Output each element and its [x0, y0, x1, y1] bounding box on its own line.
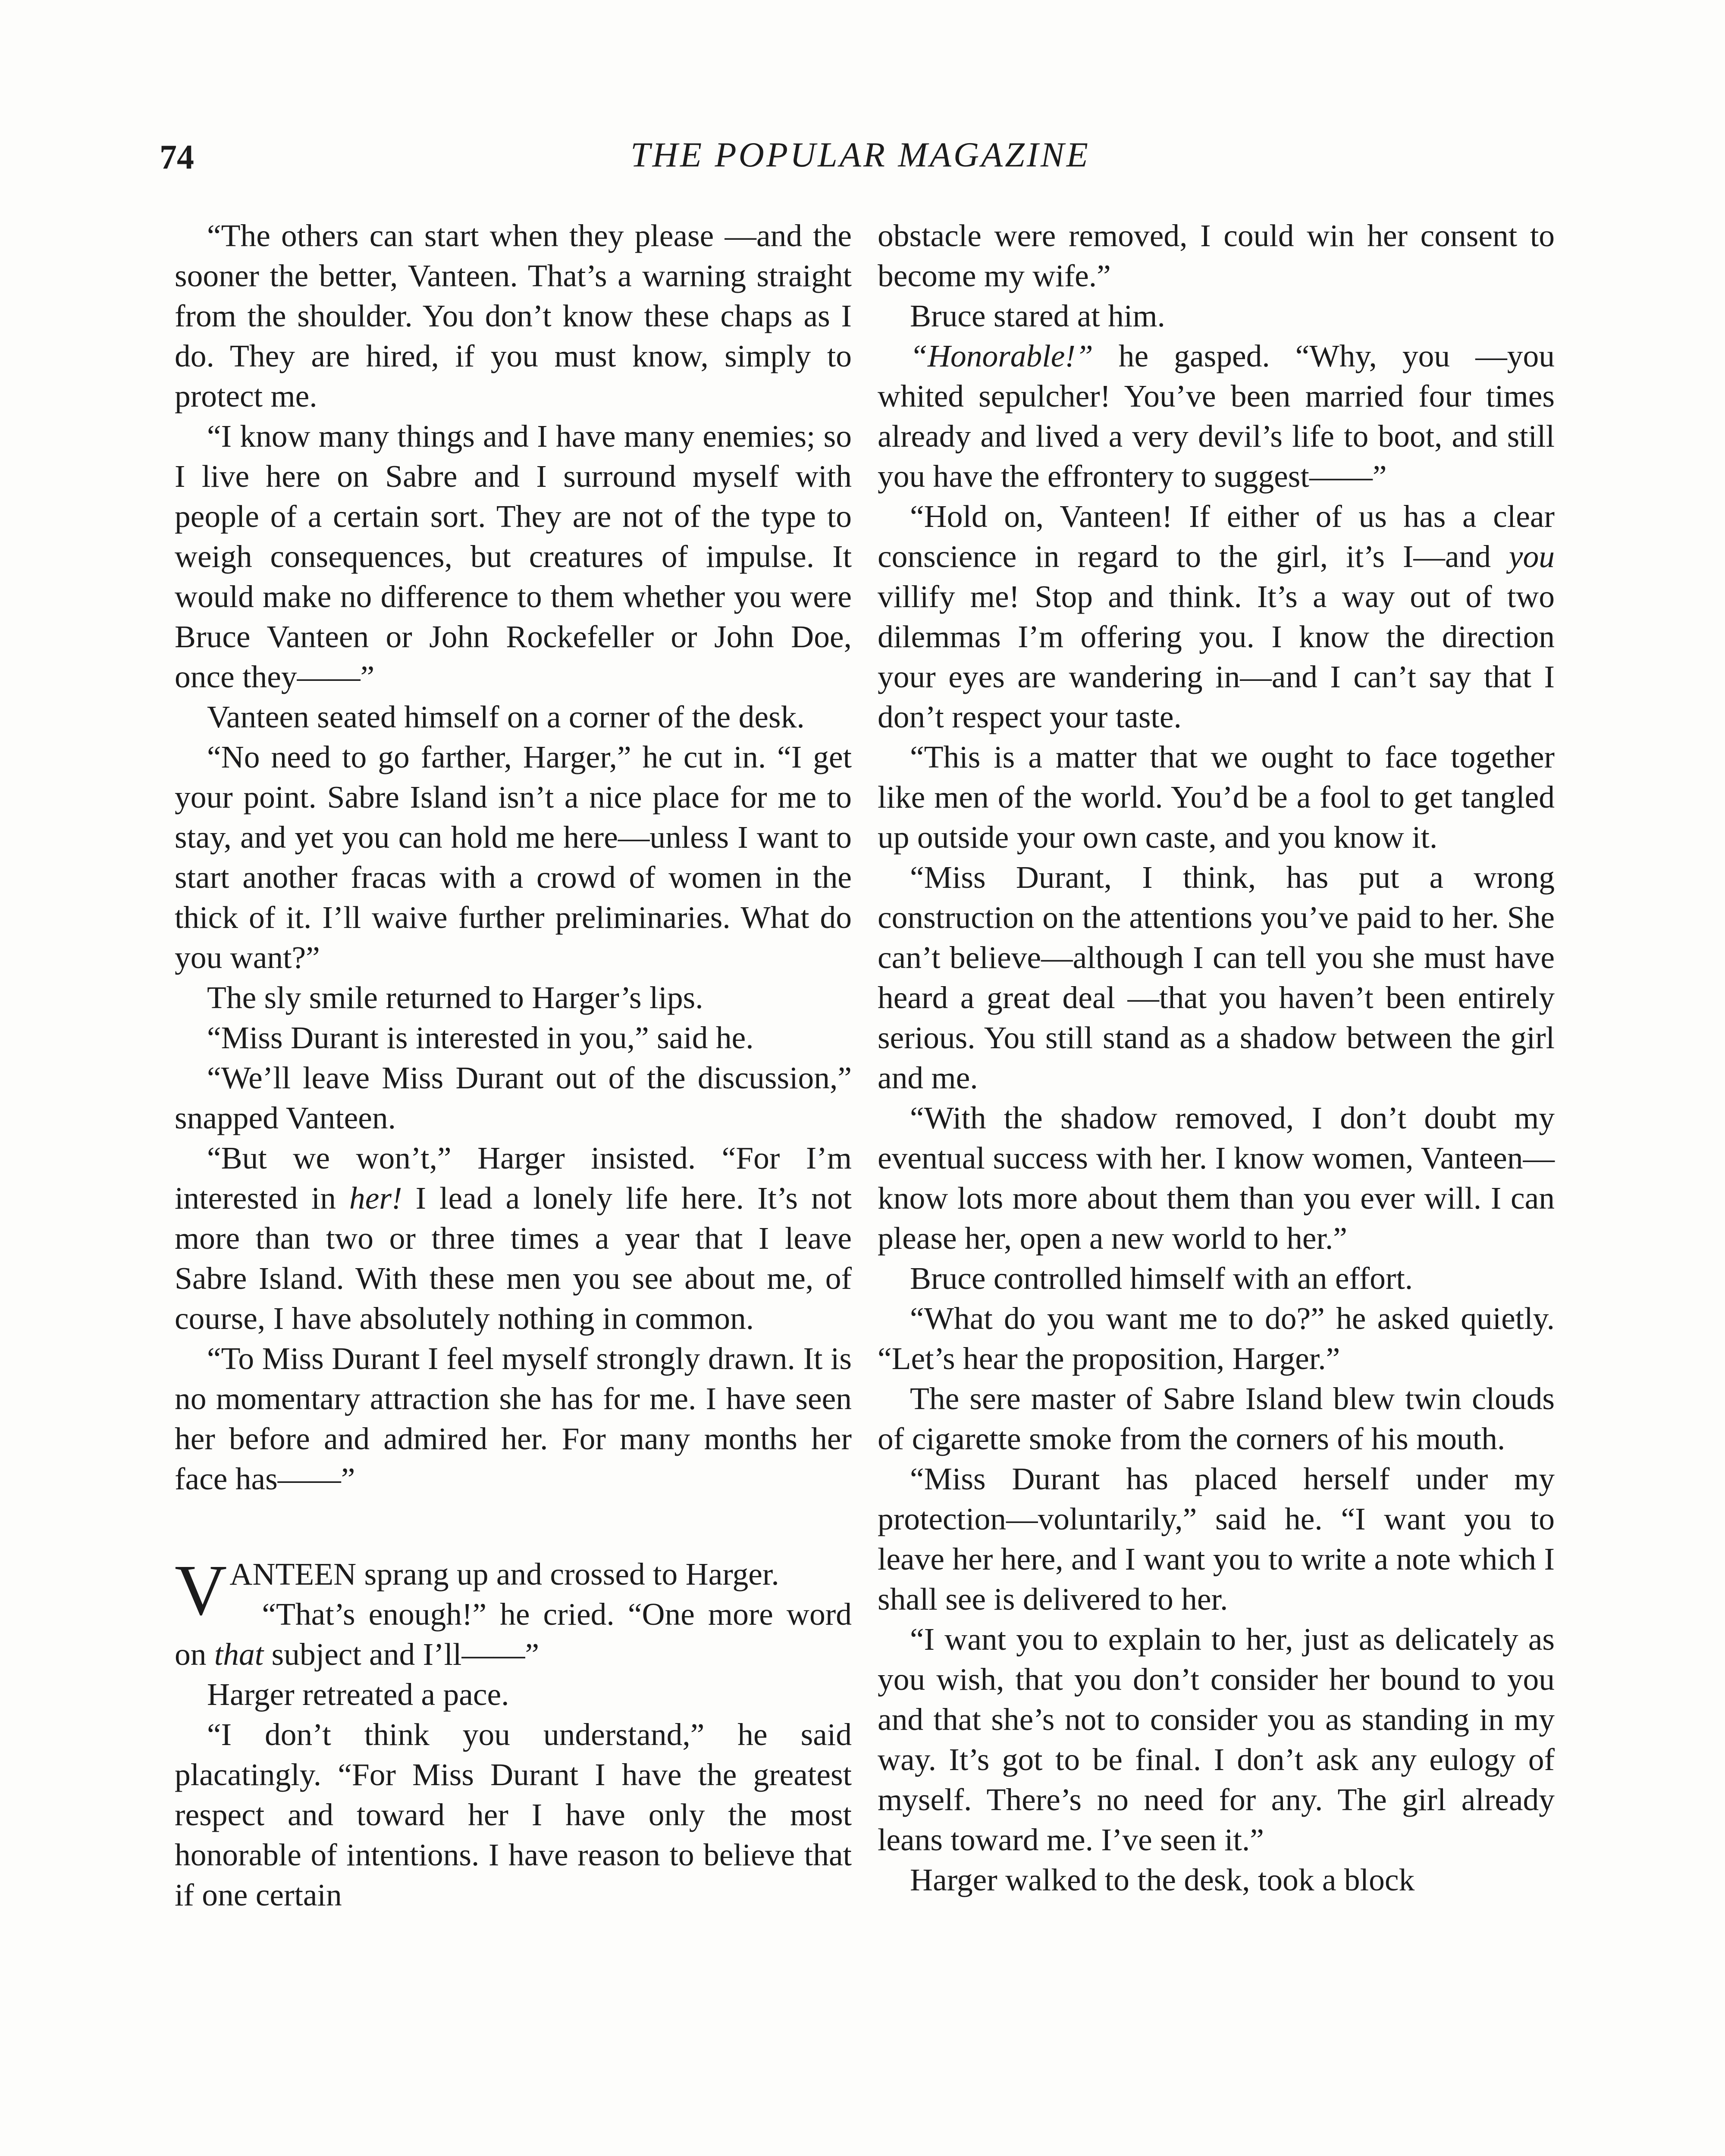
paragraph: “I want you to explain to her, just as delicately as you wish, that you don’t consider her bound to you and that she’s not to consider you as standing in my way. It’s got to be final. I don’t ask any eulogy of myself. There’s no need for any. The girl already leans toward me. I’ve seen it.” — [878, 1622, 1555, 1857]
continued-paragraph: obstacle were removed, I could win her consent to become my wife.” — [878, 218, 1555, 293]
italic-emphasis: “Honorable!” — [910, 338, 1093, 373]
paragraph: “To Miss Durant I feel myself strongly drawn. It is no momentary attraction she has for me. I have seen her before and admired her. For many months her face has——” — [175, 1341, 852, 1496]
paragraph — [878, 496, 1555, 737]
paragraph: Vanteen seated himself on a corner of the desk. — [207, 699, 805, 734]
paragraph — [878, 336, 1555, 496]
paragraph: Harger walked to the desk, took a block — [910, 1862, 1415, 1897]
left-column — [175, 216, 852, 1915]
paragraph: “Miss Durant has placed herself under my protection—voluntarily,” said he. “I want you to leave her here, and I want you to write a note which I shall see is delivered to her. — [878, 1461, 1555, 1617]
paragraph: “No need to go farther, Harger,” he cut in. “I get your point. Sabre Island isn’t a nice place for me to stay, and yet you can hold me here—unless I want to start another fracas with a crowd of women in the thick of it. I’ll waive further preliminaries. What do you want?” — [175, 740, 852, 975]
paragraph: “Miss Durant is interested in you,” said he. — [207, 1020, 754, 1055]
paragraph: “What do you want me to do?” he asked quietly. “Let’s hear the proposition, Harger.” — [878, 1301, 1555, 1376]
text-run: I lead a lonely life here. It’s not more than two or three times a year that I leave Sabre Island. With these men you see about me, of course, I have absolutely nothing in common. — [175, 1181, 852, 1336]
paragraph: “With the shadow removed, I don’t doubt my eventual success with her. I know women, Vanteen—know lots more about them than you ever will. I can please her, open a new world to her.” — [878, 1100, 1555, 1256]
paragraph: “The others can start when they please —and the sooner the better, Vanteen. That’s a warning straight from the shoulder. You don’t know these chaps as I do. They are hired, if you must know, simply to protect me. — [175, 218, 852, 414]
text-run: “That’s enough!” he cried. “One more word on — [175, 1597, 852, 1672]
right-column — [878, 216, 1555, 1900]
paragraph: “I don’t think you understand,” he said placatingly. “For Miss Durant I have the greatest respect and toward her I have only the most honorable of intentions. I have reason to believe that if one certain — [175, 1717, 852, 1912]
page-header — [160, 135, 1561, 185]
page-number: 74 — [160, 138, 194, 176]
paragraph — [175, 1594, 852, 1674]
paragraph: “I know many things and I have many enemies; so I live here on Sabre and I surround myself with people of a certain sort. They are not of the type to weigh consequences, but creatures of impulse. It would make no difference to them whether you were Bruce Vanteen or John Rockefeller or John Doe, once they——” — [175, 419, 852, 694]
drop-cap: V — [175, 1550, 227, 1630]
paragraph: “This is a matter that we ought to face together like men of the world. You’d be a fool to get tangled up outside your own caste, and you know it. — [878, 740, 1555, 855]
paragraph: The sly smile returned to Harger’s lips. — [207, 980, 703, 1015]
paragraph: Bruce controlled himself with an effort. — [910, 1261, 1413, 1296]
paragraph: “Miss Durant, I think, has put a wrong construction on the attentions you’ve paid to her. She can’t believe—although I can tell you she must have heard a great deal —that you haven’t been entirely serious. You still stand as a shadow between the girl and me. — [878, 860, 1555, 1095]
text-run: he gasped. “Why, you —you whited sepulcher! You’ve been married four times already and lived a very devil’s life to boot, and still you have the effrontery to suggest——” — [878, 338, 1555, 494]
paragraph: The sere master of Sabre Island blew twin clouds of cigarette smoke from the corners of his mouth. — [878, 1381, 1555, 1456]
text-run: villify me! Stop and think. It’s a way out of two dilemmas I’m offering you. I know the direction your eyes are wandering in—and I can’t say that I don’t respect your taste. — [878, 579, 1555, 734]
text-run: subject and I’ll——” — [263, 1637, 539, 1672]
italic-emphasis: her! — [349, 1181, 402, 1216]
paragraph: Harger retreated a pace. — [207, 1677, 509, 1712]
paragraph: “We’ll leave Miss Durant out of the discussion,” snapped Vanteen. — [175, 1060, 852, 1135]
running-head: THE POPULAR MAGAZINE — [630, 135, 1090, 174]
italic-emphasis: that — [214, 1637, 264, 1672]
paragraph — [175, 1138, 852, 1338]
text-run: “But we won’t,” Harger insisted. “For I’m interested in — [175, 1141, 852, 1216]
text-run: ANTEEN sprang up and crossed to Harger. — [229, 1557, 779, 1592]
italic-emphasis: you — [1509, 539, 1555, 574]
text-run: “Hold on, Vanteen! If either of us has a clear conscience in regard to the girl, it’s I—and — [878, 499, 1555, 574]
section-opening-paragraph — [175, 1550, 852, 1630]
paragraph: Bruce stared at him. — [910, 298, 1165, 333]
